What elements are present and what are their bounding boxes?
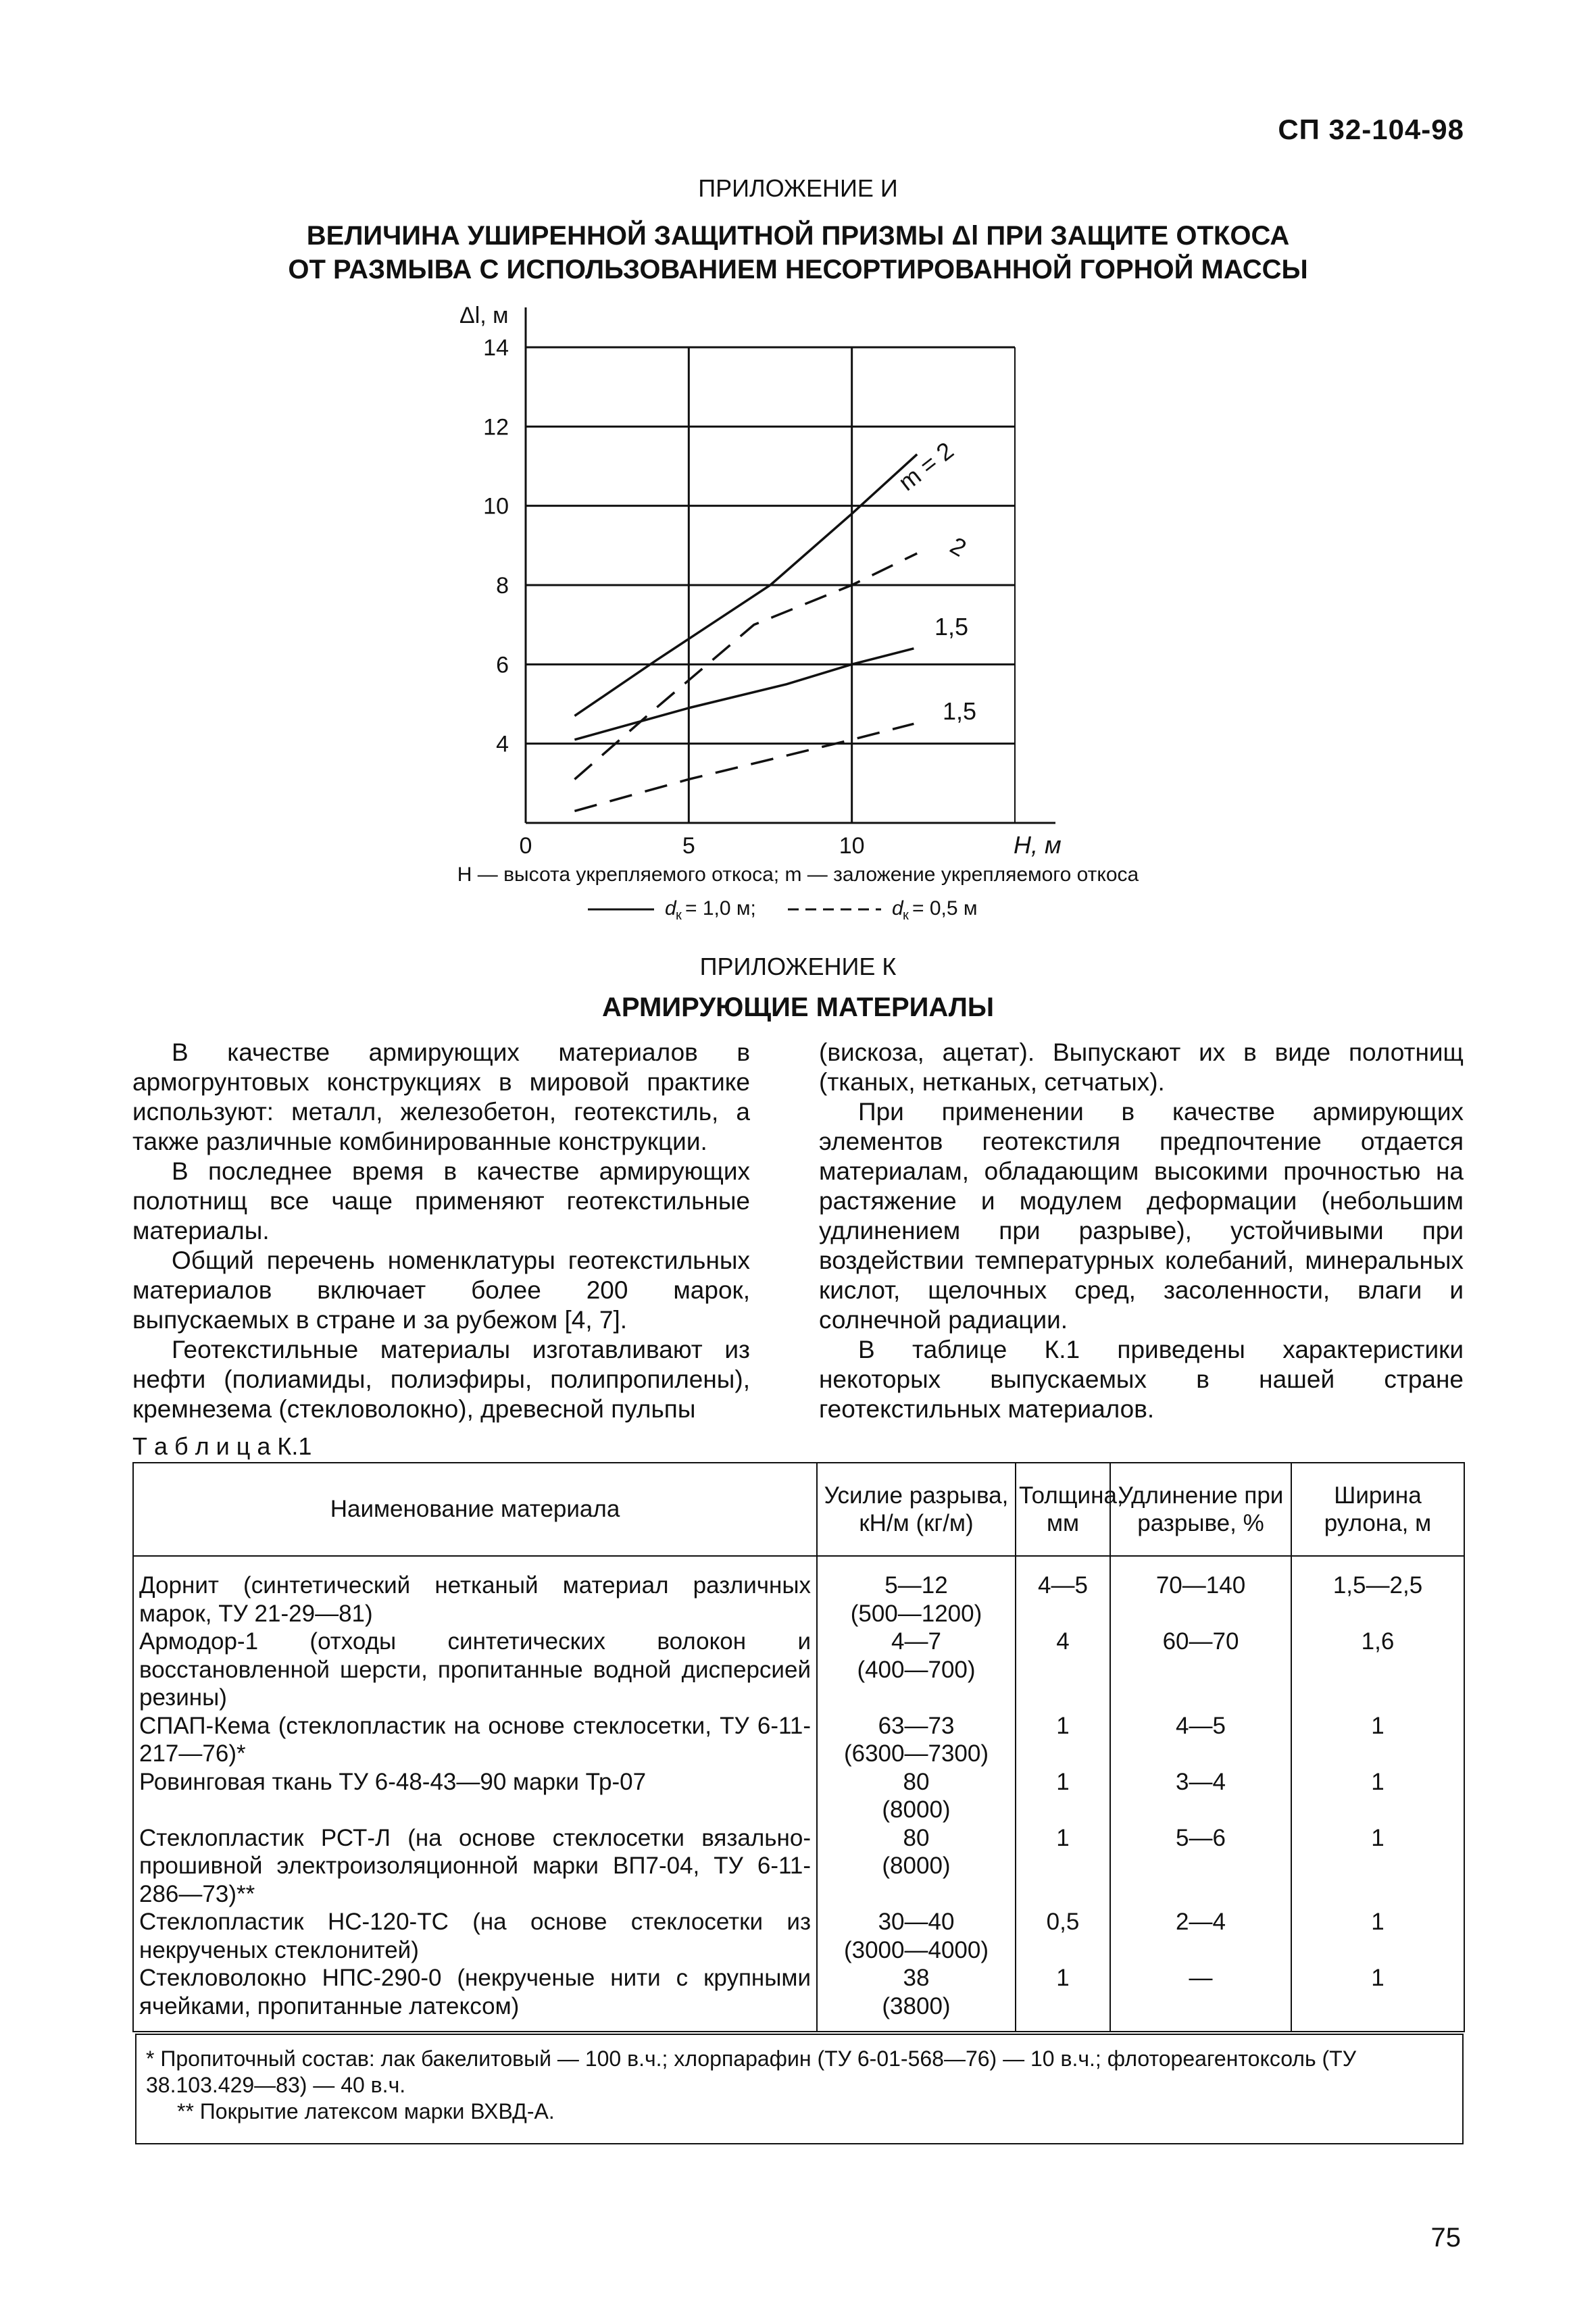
- chart-caption: H — высота укрепляемого откоса; m — заложение укрепляемого откоса: [457, 863, 1139, 886]
- material-name: Ровинговая ткань ТУ 6-48-43—90 марки Тр-07: [139, 1768, 647, 1795]
- force-kn: 80: [903, 1824, 930, 1851]
- cell-tensile-force: [817, 1628, 1016, 1712]
- cell-roll-width: 1,6: [1291, 1628, 1464, 1712]
- cell-material-name: [133, 1556, 817, 1628]
- right-paragraph-2: В таблице К.1 приведены характеристики некоторых выпускаемых в нашей стране геотекстильных материалов.: [819, 1336, 1464, 1423]
- table-row: [133, 1964, 1464, 2032]
- material-name: Стеклопластик НС-120-ТС (на основе стеклосетки из некрученых стеклонитей): [139, 1909, 811, 1963]
- right-paragraph-1: При применении в качестве армирующих элементов геотекстиля предпочтение отдается материалам, обладающим высокими прочностью на растяжение и модулем деформации (небольшим удлинением при разрыве), устойчивыми при воздействии температурных колебаний, минеральных кислот, щелочных сред, засоленности, влаги и солнечной радиации.: [819, 1098, 1464, 1334]
- cell-tensile-force: [817, 1768, 1016, 1824]
- appendix-i-title-line2: ОТ РАЗМЫВА С ИСПОЛЬЗОВАНИЕМ НЕСОРТИРОВАННОЙ ГОРНОЙ МАССЫ: [288, 255, 1308, 284]
- series-line: [574, 649, 914, 740]
- series-label: 1,5: [934, 613, 969, 640]
- series-line: [574, 724, 914, 811]
- cell-roll-width: 1: [1291, 1712, 1464, 1768]
- cell-elongation: 2—4: [1110, 1908, 1291, 1964]
- material-name: Армодор-1 (отходы синтетических волокон и восстановленной шерсти, пропитанные водной дисперсией резины): [139, 1628, 811, 1711]
- chart-legend: [581, 890, 1014, 924]
- cell-elongation: 60—70: [1110, 1628, 1291, 1712]
- series-label: 1,5: [942, 697, 977, 725]
- left-paragraph-3: Общий перечень номенклатуры геотекстильных материалов включает более 200 марок, выпускаемых в стране и за рубежом [4, 7].: [132, 1247, 750, 1334]
- y-tick-label: 14: [483, 335, 509, 361]
- y-tick-label: 12: [483, 414, 509, 441]
- table-row: [133, 1628, 1464, 1712]
- appendix-k-title: АРМИРУЮЩИЕ МАТЕРИАЛЫ: [601, 992, 995, 1022]
- cell-thickness: 4—5: [1016, 1556, 1110, 1628]
- y-tick-label: 10: [483, 493, 509, 520]
- materials-table: [132, 1462, 1465, 2032]
- cell-elongation: 70—140: [1110, 1556, 1291, 1628]
- material-name: СПАП-Кема (стеклопластик на основе стеклосетки, ТУ 6-11-217—76)*: [139, 1712, 811, 1767]
- cell-tensile-force: [817, 1712, 1016, 1768]
- force-kg: (3000—4000): [843, 1936, 989, 1963]
- cell-roll-width: 1: [1291, 1964, 1464, 2032]
- force-kn: 38: [903, 1965, 930, 1991]
- force-kn: 80: [903, 1768, 930, 1795]
- table-header-row: [133, 1463, 1464, 1556]
- cell-material-name: [133, 1712, 817, 1768]
- table-note-1: * Пропиточный состав: лак бакелитовый — 100 в.ч.; хлорпарафин (ТУ 6-01-568—76) — 10 в.ч.; флотореагентоксоль (ТУ 38.103.429—83) — 40 в.ч.: [146, 2046, 1357, 2097]
- y-tick-label: 4: [496, 731, 509, 757]
- x-tick-label: 0: [519, 833, 532, 859]
- header-thickness: Толщина, мм: [1016, 1463, 1110, 1556]
- cell-thickness: 1: [1016, 1824, 1110, 1909]
- material-name: Стекловолокно НПС-290-0 (некрученые нити с крупными ячейками, пропитанные латексом): [139, 1965, 811, 2019]
- right-paragraph-continued: (вискоза, ацетат). Выпускают их в виде полотнищ (тканых, нетканых, сетчатых).: [819, 1038, 1464, 1096]
- left-column: [132, 1038, 750, 1424]
- legend-solid-subscript: к: [676, 908, 682, 923]
- cell-elongation: —: [1110, 1964, 1291, 2032]
- force-kg: (3800): [882, 1992, 951, 2019]
- x-tick-label: 10: [839, 833, 865, 859]
- chart-y-label: Δl, м: [459, 303, 509, 328]
- table-note-2: ** Покрытие латексом марки ВХВД-А.: [177, 2099, 555, 2123]
- document-code: СП 32-104-98: [1278, 114, 1464, 145]
- cell-tensile-force: [817, 1824, 1016, 1909]
- legend-dashed-subscript: к: [903, 908, 909, 923]
- chart-delta-l: [0, 0, 1596, 946]
- table-row: [133, 1556, 1464, 1628]
- cell-roll-width: 1: [1291, 1824, 1464, 1909]
- cell-tensile-force: [817, 1556, 1016, 1628]
- cell-roll-width: 1: [1291, 1768, 1464, 1824]
- left-paragraph-4: Геотекстильные материалы изготавливают из нефти (полиамиды, полиэфиры, полипропилены), кремнезема (стекловолокно), древесной пульпы: [132, 1336, 750, 1423]
- table-row: [133, 1712, 1464, 1768]
- left-paragraph-1: В качестве армирующих материалов в армогрунтовых конструкциях в мировой практике используют: металл, железобетон, геотекстиль, а также различные комбинированные конструкции.: [132, 1038, 750, 1155]
- force-kg: (8000): [882, 1796, 951, 1823]
- series-label: 2: [945, 531, 972, 562]
- cell-thickness: 4: [1016, 1628, 1110, 1712]
- force-kn: 30—40: [878, 1909, 955, 1935]
- cell-material-name: [133, 1964, 817, 2032]
- appendix-i-label: ПРИЛОЖЕНИЕ И: [698, 174, 898, 202]
- force-kg: (500—1200): [850, 1600, 982, 1627]
- right-column: [819, 1038, 1464, 1424]
- header-roll-width: Ширина рулона, м: [1291, 1463, 1464, 1556]
- cell-thickness: 1: [1016, 1768, 1110, 1824]
- cell-material-name: [133, 1628, 817, 1712]
- cell-material-name: [133, 1768, 817, 1824]
- cell-material-name: [133, 1908, 817, 1964]
- cell-roll-width: 1: [1291, 1908, 1464, 1964]
- table-row: [133, 1824, 1464, 1909]
- appendix-i-title-line1: ВЕЛИЧИНА УШИРЕННОЙ ЗАЩИТНОЙ ПРИЗМЫ Δl ПРИ ЗАЩИТЕ ОТКОСА: [306, 221, 1290, 251]
- table-row: [133, 1768, 1464, 1824]
- table-body: [133, 1556, 1464, 2032]
- cell-elongation: 4—5: [1110, 1712, 1291, 1768]
- material-name: Дорнит (синтетический нетканый материал различных марок, ТУ 21-29—81): [139, 1572, 811, 1627]
- header-material-name: Наименование материала: [133, 1463, 817, 1556]
- legend-dashed-value: = 0,5 м: [912, 897, 978, 920]
- cell-tensile-force: [817, 1908, 1016, 1964]
- table-row: [133, 1908, 1464, 1964]
- left-paragraph-2: В последнее время в качестве армирующих полотнищ все чаще применяют геотекстильные материалы.: [132, 1157, 750, 1244]
- appendix-k-label: ПРИЛОЖЕНИЕ К: [699, 953, 897, 980]
- cell-roll-width: 1,5—2,5: [1291, 1556, 1464, 1628]
- cell-material-name: [133, 1824, 817, 1909]
- x-tick-label: 5: [682, 833, 695, 859]
- cell-tensile-force: [817, 1964, 1016, 2032]
- chart-series: [574, 454, 917, 811]
- cell-thickness: 1: [1016, 1964, 1110, 2032]
- force-kn: 4—7: [891, 1628, 941, 1655]
- chart-axes: [526, 307, 1055, 823]
- chart-x-label: H, м: [1014, 831, 1062, 859]
- series-label: m = 2: [893, 436, 959, 497]
- chart-ticks: [483, 335, 864, 859]
- force-kn: 63—73: [878, 1712, 955, 1739]
- force-kn: 5—12: [884, 1572, 948, 1599]
- force-kg: (6300—7300): [843, 1740, 989, 1767]
- force-kg: (8000): [882, 1853, 951, 1879]
- table-notes: [135, 2034, 1464, 2144]
- cell-elongation: 3—4: [1110, 1768, 1291, 1824]
- header-elongation: Удлинение при разрыве, %: [1110, 1463, 1291, 1556]
- series-line: [574, 553, 917, 779]
- table-caption: Т а б л и ц а К.1: [132, 1432, 312, 1460]
- legend-dashed-symbol: d: [892, 897, 903, 920]
- y-tick-label: 8: [496, 573, 509, 599]
- force-kg: (400—700): [857, 1656, 976, 1683]
- page-number: 75: [1430, 2223, 1461, 2253]
- cell-thickness: 0,5: [1016, 1908, 1110, 1964]
- legend-solid-value: = 1,0 м;: [685, 897, 756, 920]
- y-tick-label: 6: [496, 652, 509, 678]
- chart-series-labels: [893, 436, 976, 725]
- cell-thickness: 1: [1016, 1712, 1110, 1768]
- header-tensile-force: Усилие разрыва, кН/м (кг/м): [817, 1463, 1016, 1556]
- material-name: Стеклопластик РСТ-Л (на основе стеклосетки вязально-прошивной электроизоляционной марки ВП7-04, ТУ 6-11-286—73)**: [139, 1824, 811, 1907]
- cell-elongation: 5—6: [1110, 1824, 1291, 1909]
- legend-solid-symbol: d: [665, 897, 676, 920]
